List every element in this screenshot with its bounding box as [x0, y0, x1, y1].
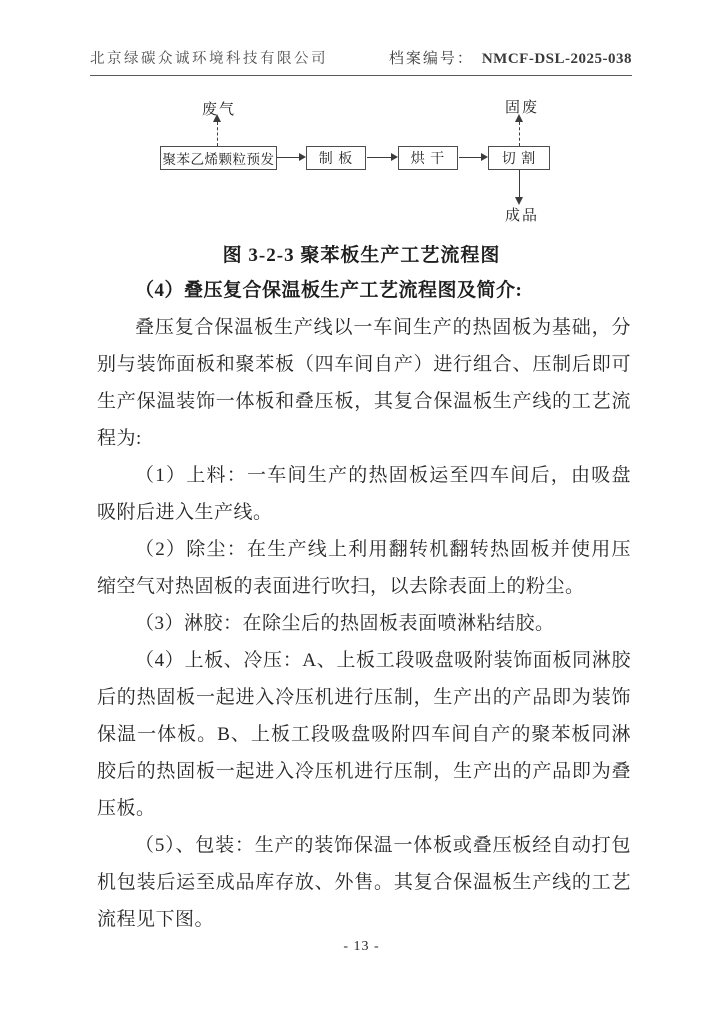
body-paragraph-2: （1）上料：一车间生产的热固板运至四车间后，由吸盘吸附后进入生产线。 [97, 465, 631, 523]
body-paragraph-5: （4）上板、冷压：A、上板工段吸盘吸附装饰面板同淋胶后的热固板一起进入冷压机进行压制，生产出的产品即为装饰保温一体板。B、上板工段吸盘吸附四车间自产的聚苯板同淋胶后的热固板一起进入冷压机进行压制，生产出的产品即为叠压板。 [97, 650, 631, 819]
solid-waste-arrow [519, 122, 520, 146]
body-content [97, 272, 631, 938]
waste-gas-arrow [217, 122, 218, 146]
body-paragraph-6: （5）、包装：生产的装饰保温一体板或叠压板经自动打包机包装后运至成品库存放、外售。其复合保温板生产线的工艺流程见下图。 [97, 835, 631, 930]
file-number [389, 47, 632, 68]
process-box-board-forming: 制 板 [306, 146, 366, 170]
process-box-drying: 烘 干 [398, 146, 458, 170]
flow-arrow-1 [277, 157, 299, 158]
flow-arrow-2 [367, 157, 391, 158]
waste-gas-label: 废气 [202, 102, 237, 118]
flow-arrow-3 [459, 157, 481, 158]
file-number-label: 档案编号： [388, 51, 474, 67]
body-paragraph-1: 叠压复合保温板生产线以一车间生产的热固板为基础，分别与装饰面板和聚苯板（四车间自产）进行组合、压制后即可生产保温装饰一体板和叠压板，其复合保温板生产线的工艺流程为: [97, 317, 631, 449]
product-arrow [519, 170, 520, 197]
page-number: - 13 - [343, 939, 380, 954]
file-number-value: NMCF-DSL-2025-038 [481, 51, 632, 67]
body-paragraph-4: （3）淋胶：在除尘后的热固板表面喷淋粘结胶。 [135, 613, 555, 634]
solid-waste-label: 固废 [505, 100, 540, 116]
body-paragraph-3: （2）除尘：在生产线上利用翻转机翻转热固板并使用压缩空气对热固板的表面进行吹扫，以去除表面上的粉尘。 [97, 539, 631, 597]
page-header [90, 40, 632, 76]
process-box-pre-expansion: 聚苯乙烯颗粒预发 [160, 146, 277, 170]
product-label: 成品 [505, 208, 540, 224]
process-box-cutting: 切 割 [488, 146, 550, 170]
section-heading: （4）叠压复合保温板生产工艺流程图及简介: [135, 280, 523, 301]
figure-caption: 图 3-2-3 聚苯板生产工艺流程图 [222, 245, 501, 266]
process-flowchart [0, 90, 723, 232]
company-name: 北京绿碳众诚环境科技有限公司 [90, 51, 328, 67]
